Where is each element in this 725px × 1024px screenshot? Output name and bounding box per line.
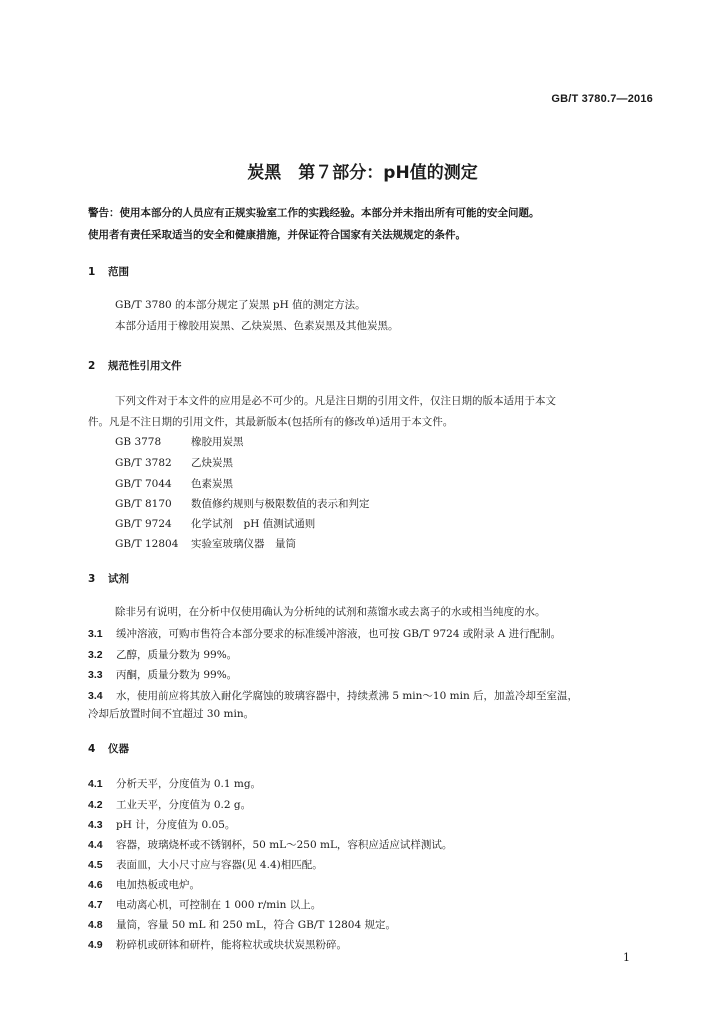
section-title: 范围: [108, 266, 129, 278]
item-text: 工业天平，分度值为 0.2 g。: [116, 799, 252, 811]
item-text: 缓冲溶液，可购市售符合本部分要求的标准缓冲溶液，也可按 GB/T 9724 或附录 A 进行配制。: [116, 628, 562, 640]
reference-code: GB/T 3782: [115, 457, 172, 469]
item-text: 容器，玻璃烧杯或不锈钢杯，50 mL～250 mL，容积应适应试样测试。: [116, 839, 453, 851]
item-number: 3.3: [88, 669, 103, 681]
section-4-heading: [88, 741, 129, 756]
list-item: [88, 817, 235, 832]
item-number: 4.1: [88, 778, 103, 790]
reference-code: GB/T 8170: [115, 498, 172, 510]
reference-code: GB 3778: [115, 436, 162, 448]
section-number: 4: [88, 743, 96, 755]
reference-name: 乙炔炭黑: [191, 457, 233, 469]
reference-name: 实验室玻璃仪器 量筒: [191, 538, 296, 550]
section-title: 规范性引用文件: [108, 360, 182, 372]
paragraph: GB/T 3780 的本部分规定了炭黑 pH 值的测定方法。: [115, 299, 366, 311]
list-item: [88, 776, 261, 791]
item-text: 乙醇，质量分数为 99%。: [116, 649, 238, 661]
item-text: 表面皿，大小尺寸应与容器(见 4.4)相匹配。: [116, 859, 323, 871]
item-number: 3.4: [88, 690, 103, 702]
standard-number: GB/T 3780.7—2016: [551, 93, 653, 105]
item-number: 4.9: [88, 939, 103, 951]
section-1-heading: [88, 264, 129, 279]
reference-code: GB/T 9724: [115, 518, 172, 530]
item-number: 4.7: [88, 899, 103, 911]
reference-item: [115, 516, 315, 531]
item-text: pH 计，分度值为 0.05。: [116, 819, 236, 831]
list-item: [88, 837, 452, 852]
item-number: 4.6: [88, 879, 103, 891]
list-item: [88, 877, 200, 892]
item-text: 电动离心机，可控制在 1 000 r/min 以上。: [116, 899, 322, 911]
list-item: [88, 667, 237, 682]
section-3-heading: [88, 571, 129, 586]
item-continuation: 冷却后放置时间不宜超过 30 min。: [88, 708, 255, 720]
section-title: 试剂: [108, 573, 129, 585]
list-item: [88, 797, 251, 812]
section-number: 3: [88, 573, 96, 585]
list-item: [88, 688, 578, 703]
section-number: 2: [88, 360, 96, 372]
section-2-heading: [88, 358, 182, 373]
page-title: 炭黑 第７部分：pH值的测定: [247, 163, 478, 183]
reference-name: 橡胶用炭黑: [191, 436, 244, 448]
item-text: 粉碎机或研钵和研杵，能将粒状或块状炭黑粉碎。: [116, 939, 347, 951]
paragraph: 件。凡是不注日期的引用文件，其最新版本(包括所有的修改单)适用于本文件。: [88, 416, 454, 428]
reference-code: GB/T 7044: [115, 478, 172, 490]
paragraph: 本部分适用于橡胶用炭黑、乙炔炭黑、色素炭黑及其他炭黑。: [115, 320, 399, 332]
item-number: 4.8: [88, 919, 103, 931]
reference-name: 色素炭黑: [191, 478, 233, 490]
reference-item: [115, 536, 296, 551]
item-number: 4.2: [88, 799, 103, 811]
item-number: 4.3: [88, 819, 103, 831]
warning-line-2: 使用者有责任采取适当的安全和健康措施，并保证符合国家有关法规规定的条件。: [88, 229, 466, 241]
list-item: [88, 647, 237, 662]
item-text: 量筒，容量 50 mL 和 250 mL，符合 GB/T 12804 规定。: [116, 919, 397, 931]
warning-line-1: 警告：使用本部分的人员应有正规实验室工作的实践经验。本部分并未指出所有可能的安全问题。: [88, 207, 540, 219]
page-number: 1: [623, 951, 630, 964]
item-text: 丙酮，质量分数为 99%。: [116, 669, 238, 681]
item-number: 3.2: [88, 649, 103, 661]
reference-item: [115, 476, 233, 491]
item-number: 4.5: [88, 859, 103, 871]
list-item: [88, 626, 561, 641]
reference-name: 数值修约规则与极限数值的表示和判定: [191, 498, 370, 510]
item-number: 3.1: [88, 628, 103, 640]
list-item: [88, 937, 347, 952]
list-item: [88, 857, 323, 872]
item-text: 电加热板或电炉。: [116, 879, 200, 891]
section-title: 仪器: [108, 743, 129, 755]
paragraph: 除非另有说明，在分析中仅使用确认为分析纯的试剂和蒸馏水或去离子的水或相当纯度的水。: [115, 606, 546, 618]
list-item: [88, 897, 321, 912]
reference-code: GB/T 12804: [115, 538, 179, 550]
reference-item: [115, 434, 244, 449]
reference-name: 化学试剂 pH 值测试通则: [191, 518, 316, 530]
item-text: 水，使用前应将其放入耐化学腐蚀的玻璃容器中，持续煮沸 5 min～10 min 后，加盖冷却至室温，: [116, 690, 579, 702]
paragraph: 下列文件对于本文件的应用是必不可少的。凡是注日期的引用文件，仅注日期的版本适用于本文: [115, 395, 556, 407]
section-number: 1: [88, 266, 96, 278]
list-item: [88, 917, 396, 932]
reference-item: [115, 455, 233, 470]
item-text: 分析天平，分度值为 0.1 mg。: [116, 778, 262, 790]
item-number: 4.4: [88, 839, 103, 851]
reference-item: [115, 496, 370, 511]
